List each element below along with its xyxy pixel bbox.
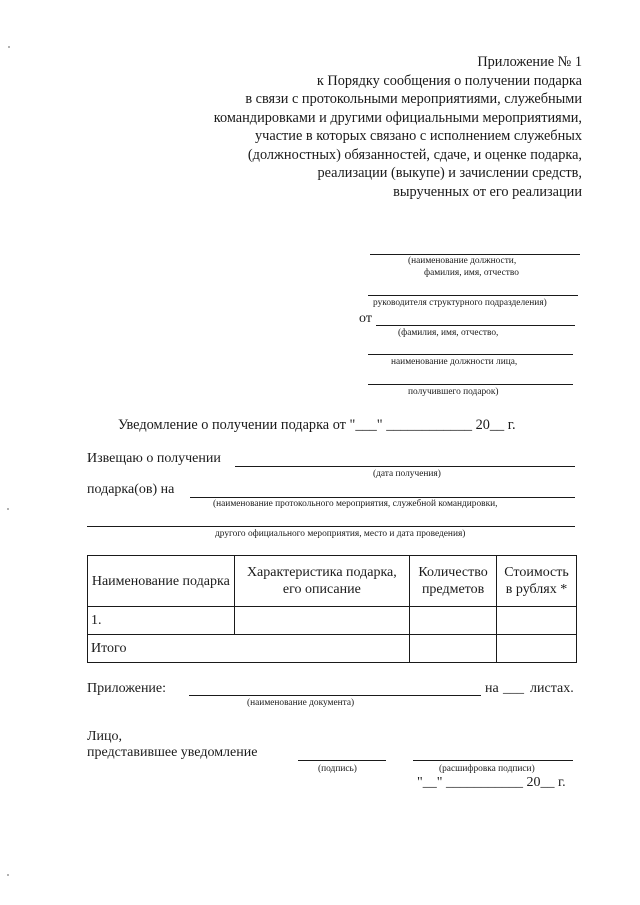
date-day-blank[interactable]: __ — [422, 775, 437, 790]
scan-speck — [8, 46, 10, 48]
appendix-line: к Порядку сообщения о получении подарка — [316, 72, 582, 89]
date-month-blank[interactable]: ___________ — [445, 775, 523, 790]
signature-date — [417, 775, 566, 791]
hint-sender-name: (фамилия, имя, отчество, — [398, 328, 499, 338]
header-gift-name: Наименование подарка — [88, 556, 235, 607]
appendix-line: вырученных от его реализации — [393, 183, 582, 200]
presented-label: представившее уведомление — [87, 745, 258, 760]
recipient-name-line[interactable] — [368, 295, 578, 296]
table-cell[interactable] — [497, 607, 577, 635]
hint-sender-position: наименование должности лица, — [391, 357, 518, 367]
hint-signature: (подпись) — [318, 764, 357, 774]
attachment-sheets-blank[interactable]: ___ — [503, 681, 524, 696]
hint-event-2: другого официального мероприятия, место и дата проведения) — [215, 529, 466, 539]
scan-speck — [7, 508, 9, 510]
attachment-sheets-label: листах. — [530, 681, 574, 696]
from-label: от — [359, 311, 372, 326]
gifts-table — [87, 555, 577, 663]
date-quote-open: " — [417, 775, 423, 790]
inform-label: Извещаю о получении — [87, 451, 221, 466]
appendix-line: (должностных) обязанностей, сдаче, и оценке подарка, — [247, 146, 582, 163]
table-total-row — [88, 635, 577, 663]
header-gift-description: Характеристика подарка, его описание — [234, 556, 409, 607]
table-cell[interactable] — [410, 607, 497, 635]
date-year: 20__ г. — [526, 775, 566, 790]
total-cost-cell[interactable] — [497, 635, 577, 663]
gifts-label: подарка(ов) на — [87, 482, 175, 497]
table-cell[interactable] — [234, 607, 409, 635]
signature-decoding-line[interactable] — [413, 760, 573, 761]
signature-line[interactable] — [298, 760, 386, 761]
sender-position-line[interactable] — [368, 354, 573, 355]
notice-title-text: Уведомление о получении подарка от " — [118, 417, 356, 433]
event-line-2[interactable] — [87, 526, 575, 527]
table-header-row — [88, 556, 577, 607]
hint-date: (дата получения) — [373, 469, 441, 479]
appendix-line: реализации (выкупе) и зачислении средств, — [317, 165, 582, 181]
hint-received: получившего подарок) — [408, 387, 499, 397]
appendix-title: Приложение № 1 — [477, 54, 582, 70]
attachment-on-label: на — [485, 681, 499, 696]
total-label: Итого — [88, 635, 410, 663]
appendix-line: в связи с протокольными мероприятиями, служебными — [245, 91, 582, 107]
hint-document: (наименование документа) — [247, 698, 355, 708]
hint-unit-head: руководителя структурного подразделения) — [373, 298, 547, 308]
recipient-position-line[interactable] — [370, 254, 580, 255]
hint-full-name: фамилия, имя, отчество — [424, 268, 519, 278]
sender-name-line[interactable] — [376, 325, 575, 326]
header-cost: Стоимость в рублях * — [497, 556, 577, 607]
notice-day-blank[interactable]: ___ — [355, 417, 377, 433]
total-quantity-cell[interactable] — [410, 635, 497, 663]
notice-title — [118, 417, 516, 434]
notice-month-blank[interactable]: ____________ — [386, 417, 472, 433]
person-label: Лицо, — [87, 729, 122, 744]
attachment-label: Приложение: — [87, 681, 167, 696]
attachment-document-line[interactable] — [189, 695, 481, 696]
appendix-header — [214, 53, 582, 201]
notice-year: 20__ г. — [475, 417, 516, 433]
received-date-line[interactable] — [235, 466, 575, 467]
appendix-line: командировками и другими официальными мероприятиями, — [213, 109, 582, 126]
scan-speck — [7, 874, 9, 876]
notice-quote: " — [376, 417, 383, 433]
hint-position-name: (наименование должности, — [408, 256, 517, 266]
event-line[interactable] — [190, 497, 575, 498]
appendix-line: участие в которых связано с исполнением служебных — [255, 128, 582, 144]
hint-decoding: (расшифровка подписи) — [439, 764, 535, 774]
sender-received-line[interactable] — [368, 384, 573, 385]
date-quote-close: " — [436, 775, 443, 790]
table-row — [88, 607, 577, 635]
table-cell[interactable]: 1. — [88, 607, 235, 635]
hint-event: (наименование протокольного мероприятия, служебной командировки, — [213, 499, 498, 509]
header-quantity: Количество предметов — [410, 556, 497, 607]
